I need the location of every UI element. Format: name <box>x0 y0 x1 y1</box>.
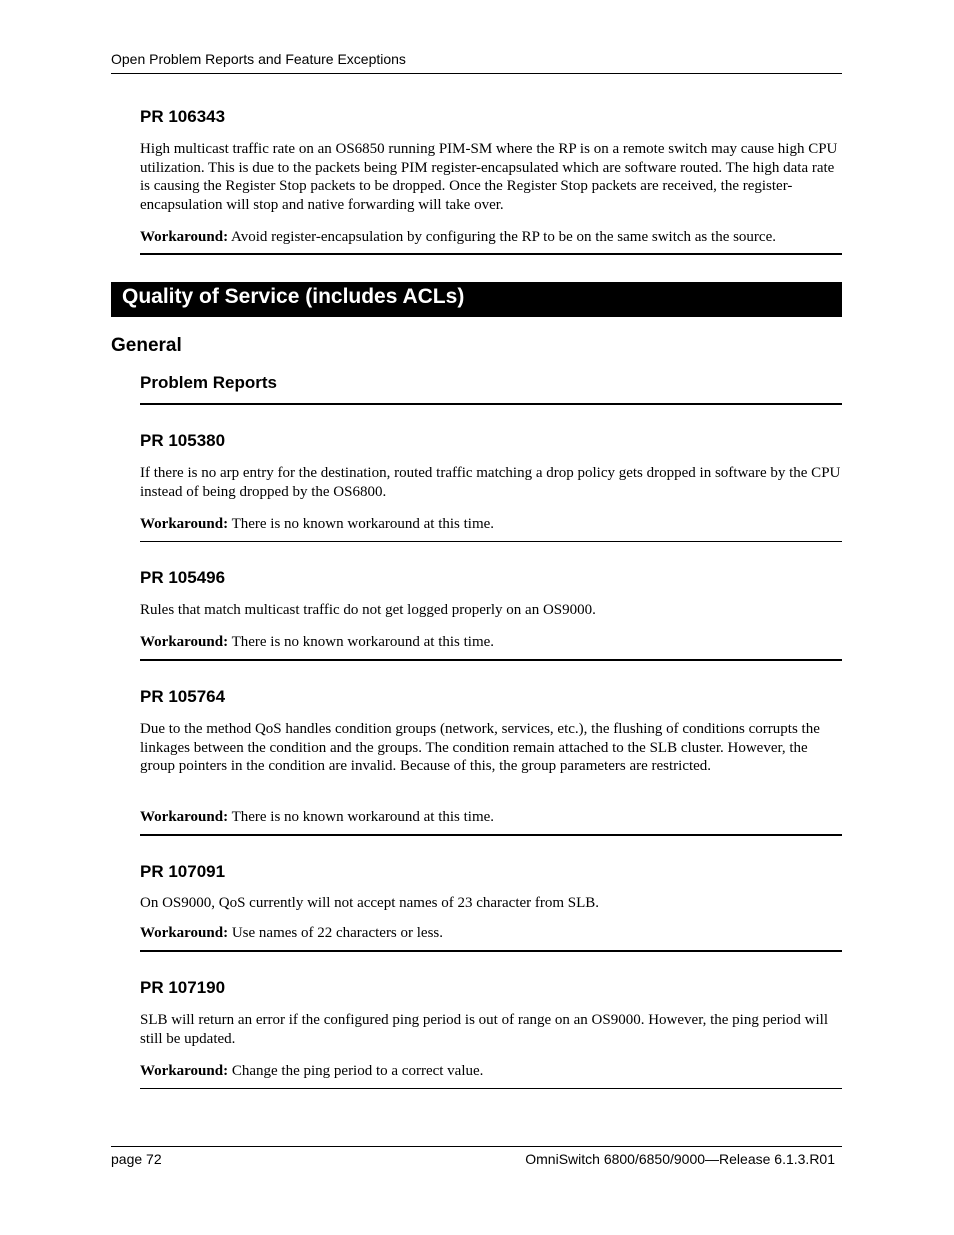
subsection-title: General <box>111 335 182 356</box>
pr-workaround <box>140 808 842 827</box>
pr-divider <box>140 834 842 836</box>
workaround-label: Workaround: <box>140 809 229 825</box>
pr-title: PR 107190 <box>140 978 226 997</box>
pr-title: PR 105380 <box>140 431 226 450</box>
pr-divider <box>140 253 842 255</box>
pr-divider <box>140 1088 842 1089</box>
pr-divider <box>140 950 842 952</box>
pr-title: PR 107091 <box>140 862 226 881</box>
pr-description: Due to the method QoS handles condition groups (network, services, etc.), the flushing of conditions corrupts the linkages between the condition and the groups. The condition remain attached to the SLB cluster. However, the group pointers in the condition are invalid. Because of this, the group parameters are restricted. <box>140 721 820 775</box>
pr-description: If there is no arp entry for the destination, routed traffic matching a drop policy gets dropped in software by the CPU instead of being dropped by the OS6800. <box>140 465 841 500</box>
pr-workaround <box>140 228 842 247</box>
pr-workaround <box>140 924 842 943</box>
workaround-text: There is no known workaround at this time. <box>228 516 495 532</box>
pr-title: PR 106343 <box>140 107 226 126</box>
pr-title: PR 105764 <box>140 687 226 706</box>
workaround-label: Workaround: <box>140 925 229 941</box>
problem-reports-rule <box>140 403 842 405</box>
pr-title: PR 105496 <box>140 568 226 587</box>
pr-workaround <box>140 1062 842 1081</box>
section-banner: Quality of Service (includes ACLs) <box>111 282 842 317</box>
pr-description: High multicast traffic rate on an OS6850 running PIM-SM where the RP is on a remote switch may cause high CPU utilization. This is due to the packets being PIM register-encapsulated which are software routed. The high data rate is causing the Register Stop packets to be dropped. Once the Register Stop packets are received, the register-encapsulation will stop and native forwarding will take over. <box>140 141 838 214</box>
footer-rule <box>111 1146 842 1147</box>
workaround-text: There is no known workaround at this time. <box>228 634 495 650</box>
workaround-text: Change the ping period to a correct value. <box>228 1063 484 1079</box>
pr-workaround <box>140 633 842 652</box>
pr-divider <box>140 659 842 661</box>
subsubsection-title: Problem Reports <box>140 373 277 392</box>
pr-description: SLB will return an error if the configured ping period is out of range on an OS9000. However, the ping period will still be updated. <box>140 1012 828 1047</box>
workaround-text: There is no known workaround at this time. <box>228 809 495 825</box>
workaround-text: Use names of 22 characters or less. <box>228 925 444 941</box>
header-rule <box>111 73 842 74</box>
running-header: Open Problem Reports and Feature Exceptions <box>111 51 406 67</box>
workaround-label: Workaround: <box>140 229 229 245</box>
pr-description: Rules that match multicast traffic do not get logged properly on an OS9000. <box>140 602 596 618</box>
workaround-label: Workaround: <box>140 634 229 650</box>
workaround-label: Workaround: <box>140 1063 229 1079</box>
footer-product: OmniSwitch 6800/6850/9000—Release 6.1.3.R01 <box>525 1151 835 1167</box>
workaround-text: Avoid register-encapsulation by configuring the RP to be on the same switch as the source. <box>228 229 776 245</box>
pr-description: On OS9000, QoS currently will not accept names of 23 character from SLB. <box>140 895 600 911</box>
pr-divider <box>140 541 842 542</box>
page-number: page 72 <box>111 1151 162 1167</box>
workaround-label: Workaround: <box>140 516 229 532</box>
pr-workaround <box>140 515 842 534</box>
